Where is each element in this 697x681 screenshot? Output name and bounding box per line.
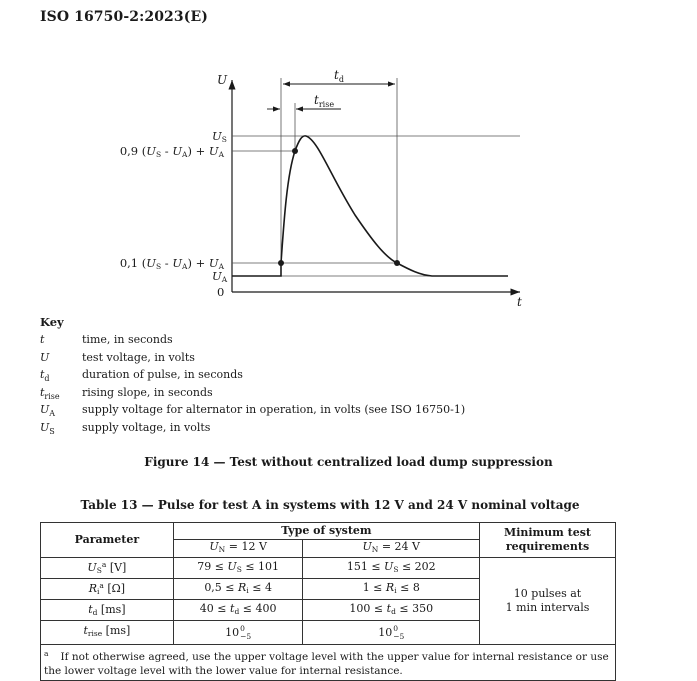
key-symbol-sub: A (49, 409, 56, 419)
point-09-rise (292, 148, 298, 154)
key-symbol: t (40, 385, 45, 399)
y-axis-label: U (217, 73, 228, 87)
key-symbol-sub: d (44, 374, 50, 384)
key-symbol: U (40, 403, 50, 417)
x-axis-label: t (517, 295, 522, 309)
header-min-requirements: Minimum test requirements (480, 523, 616, 558)
zero-label: 0 (217, 285, 225, 299)
param-cell: $t_{rise}$ [ms] (41, 621, 174, 645)
table-caption: Table 13 — Pulse for test A in systems with 12 V and 24 V nominal voltage (80, 498, 580, 512)
key-symbol-sub: rise (44, 391, 60, 401)
pulse-waveform-figure (0, 0, 697, 320)
td-label: $t_d$ (334, 68, 344, 84)
key-description: test voltage, in volts (82, 350, 195, 364)
key-description: time, in seconds (82, 333, 173, 346)
document-id: ISO 16750-2:2023(E) (40, 9, 208, 25)
value-12v-cell: $40 \le t_d \le 400$ (173, 600, 303, 621)
u01-label: 0,1 (US - UA) + UA (119, 256, 224, 271)
table-row (41, 558, 616, 579)
u09-label: 0,9 (US - UA) + UA (119, 144, 224, 159)
us-label: US (212, 129, 227, 144)
header-un-12v: $U_N = 12$ V (173, 540, 303, 558)
param-cell: $t_d$ [ms] (41, 600, 174, 621)
header-un-24v: $U_N = 24$ V (303, 540, 480, 558)
table-footnote: $^a$ If not otherwise agreed, use the upper voltage level with the upper value for internal resistance or use the lower voltage level with the lower value for internal resistance. (41, 645, 616, 681)
min-requirements-cell: 10 pulses at 1 min intervals (480, 558, 616, 645)
header-parameter: Parameter (41, 523, 174, 558)
trise-label: $t_{rise}$ (314, 93, 335, 109)
pulse-waveform (232, 136, 508, 276)
figure-caption: Figure 14 — Test without centralized load dump suppression (144, 455, 553, 469)
key-item (40, 403, 465, 421)
key-symbol-sub: S (49, 427, 55, 437)
key-symbol: U (40, 350, 50, 364)
value-12v-cell: $0,5 \le R_i \le 4$ (173, 579, 303, 600)
param-cell: $R_i^a$ [Ω] (41, 579, 174, 600)
key-list (40, 333, 465, 439)
key-symbol: t (40, 333, 45, 346)
value-24v-cell: 10 0 −5 (303, 621, 480, 645)
point-01-fall (394, 260, 400, 266)
value-24v-cell: $100 \le t_d \le 350$ (303, 600, 480, 621)
value-24v-cell: $1 \le R_i \le 8$ (303, 579, 480, 600)
footnote-row (41, 645, 616, 681)
header-type-of-system: Type of system (173, 523, 479, 540)
key-symbol: t (40, 368, 45, 382)
value-24v-cell: $151 \le U_S \le 202$ (303, 558, 480, 579)
pulse-parameters-table (40, 522, 616, 681)
value-12v-cell: 10 0 −5 (173, 621, 303, 645)
value-12v-cell: $79 \le U_S \le 101$ (173, 558, 303, 579)
key-description: duration of pulse, in seconds (82, 368, 243, 382)
key-title: Key (40, 315, 64, 329)
key-description: supply voltage for alternator in operation, in volts (see ISO 16750-1) (82, 403, 466, 417)
point-01-rise (278, 260, 284, 266)
key-description: rising slope, in seconds (82, 385, 213, 399)
key-item (40, 368, 465, 386)
key-description: supply voltage, in volts (82, 420, 211, 434)
key-item (40, 333, 465, 351)
param-cell: $U_S^a$ [V] (41, 558, 174, 579)
key-item (40, 351, 465, 369)
key-item (40, 386, 465, 404)
ua-label: UA (212, 269, 228, 284)
key-symbol: U (40, 420, 50, 434)
key-item (40, 421, 465, 439)
